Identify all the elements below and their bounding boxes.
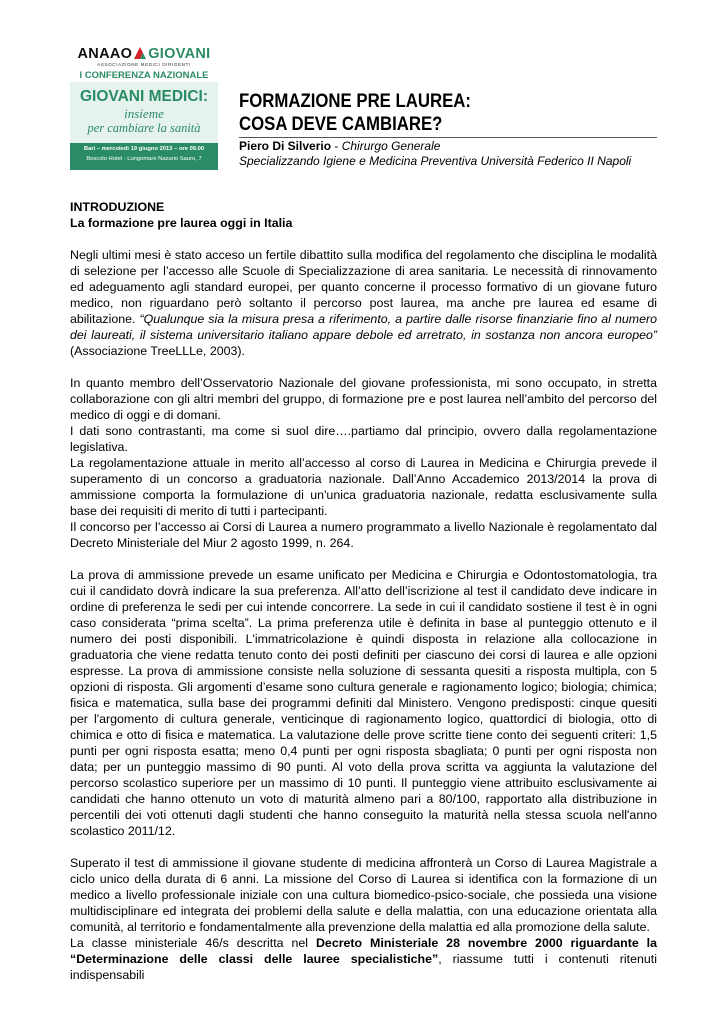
paragraph-7: Superato il test di ammissione il giovane studente di medicina affronterà un Corso di Laurea Magistrale a ciclo unico della durata di 6 anni. La missione del Corso di Laurea si identifica con la formazione di un medico a livello professionale iniziale con una cultura biomedico-psico-sociale, che possieda una visione multidisciplinare ed integrata dei problemi della salute e della malattia, con una educazione orientata alla comunità, al territorio e fondamentalmente alla prevenzione della malattia ed alla promozione della salute.	[70, 856, 657, 934]
paragraph-5: Il concorso per l’accesso ai Corsi di Laurea a numero programmato a livello Nazionale è regolamentato dal Decreto Ministeriale del Miur 2 agosto 1999, n. 264.	[70, 520, 657, 550]
logo-header	[70, 42, 218, 82]
paragraph-6: La prova di ammissione prevede un esame unificato per Medicina e Chirurgia e Odontostomatologia, tra cui il candidato dovrà indicare la sua preferenza. All’atto dell’iscrizione al test il candidato deve indicare in ordine di preferenza le sedi per cui intende concorrere. La sede in cui il candidato sostiene il test è in ogni caso considerata “prima scelta”. La prima preferenza utile è definita in base al punteggio ottenuto e il numero dei posti disponibili. L'immatricolazione è quindi disposta in relazione alla collocazione in graduatoria che viene redatta tenuto conto dei posti definiti per ciascuno dei corsi di laurea e alle opzioni espresse. La prova di ammissione consiste nella soluzione di sessanta quesiti a risposta multipla, con 5 opzioni di risposta. Gli argomenti d’esame sono cultura generale e ragionamento logico; biologia; chimica; fisica e matematica, sulla base dei programmi definiti dal Ministero. Vengono predisposti: cinque quesiti per l'argomento di cultura generale, venticinque di ragionamento logico, quattordici di biologia, otto di chimica e otto di fisica e matematica. La valutazione delle prove scritte tiene conto dei seguenti criteri: 1,5 punti per ogni risposta esatta; meno 0,4 punti per ogni risposta sbagliata; 0 punti per ogni risposta non data; per un punteggio massimo di 90 punti. Al voto della prova scritta va aggiunta la valutazione del percorso scolastico superiore per un massimo di 10 punti. Il punteggio viene attribuito esclusivamente ai candidati che hanno ottenuto un voto di maturità almeno pari a 80/100, rapportato alla distribuzione in percentili dei voti ottenuti dagli studenti che hanno conseguito la maturità nella stessa scuola nell'anno scolastico 2011/12.	[70, 568, 657, 838]
document-body	[70, 199, 657, 983]
paragraph-1-citation: (Associazione TreeLLLe, 2003).	[70, 344, 245, 358]
paragraph-8	[70, 935, 657, 983]
logo-title: GIOVANI MEDICI:	[79, 88, 209, 105]
paragraph-4: La regolamentazione attuale in merito all’accesso al corso di Laurea in Medicina e Chirurgia prevede il superamento di un concorso a graduatoria nazionale. Dall’Anno Accademico 2013/2014 la prova di ammissione comporta la formulazione di un'unica graduatoria nazionale, redatta esclusivamente sulla base dei requisiti di merito di tutti i partecipanti.	[70, 456, 657, 518]
logo-tagline-2: per cambiare la sanità	[87, 121, 201, 135]
author-affiliation: Specializzando Igiene e Medicina Preventiva Università Federico II Napoli	[239, 154, 632, 168]
paragraph-3: I dati sono contrastanti, ma come si suol dire….partiamo dal principio, ovvero dalla regolamentazione legislativa.	[70, 424, 657, 454]
author-separator: -	[331, 139, 342, 153]
title-divider	[239, 137, 657, 138]
document-title-line-2: COSA DEVE CAMBIARE?	[239, 113, 443, 135]
paragraph-8-text: La classe ministeriale 46/s descritta nel	[70, 936, 316, 950]
author-name: Piero Di Silverio	[239, 139, 332, 153]
conference-logo	[70, 42, 218, 170]
paragraph-1-quote: “Qualunque sia la misura presa a riferimento, a partire dalle risorse finanziarie fino al numero dei laureati, il sistema universitario italiano appare debole ed arretrato, in sostanza non ancora europeo”	[70, 312, 657, 342]
spacer	[70, 551, 657, 567]
logo-brand-right: GIOVANI	[148, 46, 211, 62]
section-heading: INTRODUZIONE	[70, 200, 165, 214]
paragraph-8-decree: Decreto Ministeriale 28 novembre 2000 riguardante la “Determinazione delle classi delle lauree specialistiche”	[70, 936, 657, 966]
spacer	[70, 839, 657, 855]
paragraph-1	[70, 247, 657, 359]
author-role: Chirurgo Generale	[341, 139, 441, 153]
paragraph-1-text: Negli ultimi mesi è stato acceso un fertile dibattito sulla modifica del regolamento che disciplina le modalità di selezione per l’accesso alle Scuole di Specializzazione di area sanitaria. Le necessità di rinnovamento ed adeguamento agli standard europei, per quanto concerne il processo formativo di un giovane futuro medico, non riguardano però soltanto il percorso post laurea, ma anche pre laurea ed esame di abilitazione.	[70, 248, 657, 326]
logo-brand-left: ANAAO	[77, 46, 133, 62]
author-line	[239, 139, 440, 154]
logo-date: Bari – mercoledì 19 giugno 2013 – ore 09.00	[83, 146, 205, 152]
section-subheading: La formazione pre laurea oggi in Italia	[70, 216, 293, 230]
logo-brand	[70, 46, 218, 62]
document-title-line-1: FORMAZIONE PRE LAUREA:	[239, 90, 471, 112]
logo-footer-band	[70, 143, 218, 170]
logo-brand-subtitle: ASSOCIAZIONE MEDICI DIRIGENTI	[97, 62, 191, 67]
paragraph-8-continuation: , riassume tutti i contenuti ritenuti indispensabili	[70, 952, 657, 982]
spacer	[70, 359, 657, 375]
document-title	[239, 90, 471, 136]
logo-conference: I CONFERENZA NAZIONALE	[79, 70, 209, 81]
logo-venue: Boscolo Hotel - Lungomare Nazario Sauro, 7	[86, 156, 202, 162]
paragraph-2: In quanto membro dell’Osservatorio Nazionale del giovane professionista, mi sono occupato, in stretta collaborazione con gli altri membri del gruppo, di formazione pre e post laurea nell’ambito del percorso del medico di oggi e di domani.	[70, 376, 657, 422]
logo-mark-icon	[134, 47, 146, 59]
logo-tagline-1: insieme	[124, 106, 164, 121]
spacer	[70, 231, 657, 247]
